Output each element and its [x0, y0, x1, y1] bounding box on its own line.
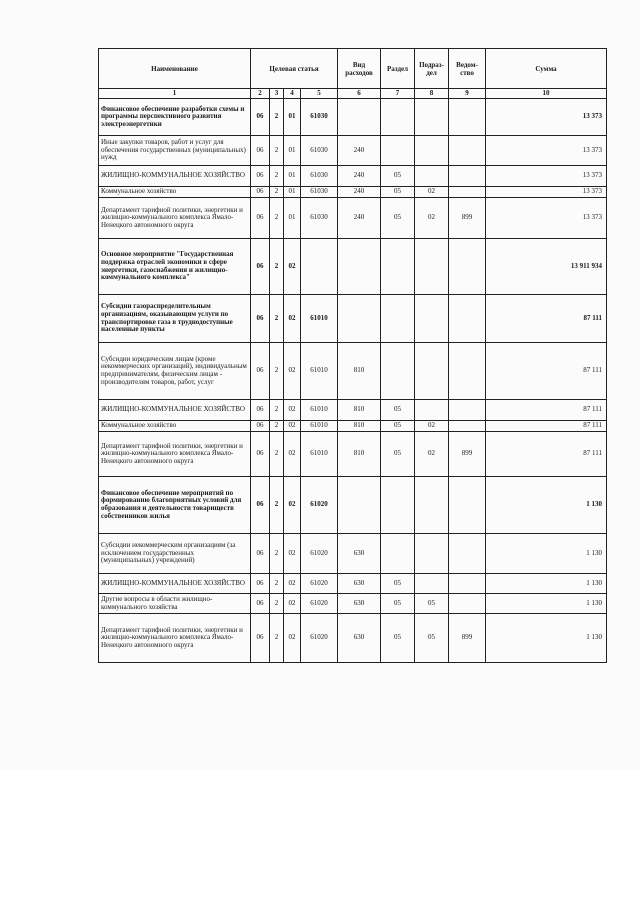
- section-cell: 05: [381, 187, 415, 198]
- code-program-cell: 2: [270, 99, 284, 136]
- header-name: Наименование: [99, 49, 251, 89]
- department-code-cell: [449, 400, 486, 421]
- department-code-cell: 899: [449, 432, 486, 477]
- row-name-cell: Субсидии некоммерческим организациям (за исключением государственных (муниципальных) учреждений): [99, 534, 251, 574]
- expense-type-cell: 810: [338, 343, 381, 400]
- row-name-cell: Департамент тарифной политики, энергетики и жилищно-коммунального комплекса Ямало-Ненецкого автономного округа: [99, 432, 251, 477]
- header-summa: Сумма: [486, 49, 607, 89]
- code-section-cell: 06: [251, 574, 270, 594]
- code-subprogram-cell: 02: [284, 477, 301, 534]
- header-row: [99, 49, 607, 89]
- department-code-cell: [449, 166, 486, 187]
- row-name-cell: Коммунальное хозяйство: [99, 421, 251, 432]
- expense-type-cell: 630: [338, 534, 381, 574]
- code-direction-cell: 61030: [301, 187, 338, 198]
- section-cell: 05: [381, 421, 415, 432]
- department-code-cell: 899: [449, 198, 486, 239]
- code-section-cell: 06: [251, 343, 270, 400]
- row-name-cell: Финансовое обеспечение мероприятий по формированию благоприятных условий для образования и деятельности товариществ собственников жилья: [99, 477, 251, 534]
- amount-cell: 13 373: [486, 166, 607, 187]
- code-section-cell: 06: [251, 534, 270, 574]
- department-code-cell: [449, 574, 486, 594]
- code-section-cell: 06: [251, 239, 270, 295]
- col-number: 5: [301, 89, 338, 99]
- department-code-cell: [449, 99, 486, 136]
- department-code-cell: [449, 136, 486, 166]
- code-subprogram-cell: 01: [284, 198, 301, 239]
- section-cell: 05: [381, 166, 415, 187]
- column-number-row: [99, 89, 607, 99]
- row-name-cell: Департамент тарифной политики, энергетики и жилищно-коммунального комплекса Ямало-Ненецкого автономного округа: [99, 614, 251, 663]
- table-row: [99, 239, 607, 295]
- col-number: 1: [99, 89, 251, 99]
- subsection-cell: [415, 239, 449, 295]
- amount-cell: 1 130: [486, 574, 607, 594]
- col-number: 9: [449, 89, 486, 99]
- code-subprogram-cell: 02: [284, 239, 301, 295]
- amount-cell: 13 373: [486, 187, 607, 198]
- expense-type-cell: [338, 295, 381, 343]
- code-section-cell: 06: [251, 166, 270, 187]
- table-row: [99, 614, 607, 663]
- header-vid: Вид расходов: [338, 49, 381, 89]
- code-section-cell: 06: [251, 295, 270, 343]
- expense-type-cell: 810: [338, 432, 381, 477]
- code-direction-cell: 61030: [301, 166, 338, 187]
- department-code-cell: [449, 239, 486, 295]
- section-cell: [381, 343, 415, 400]
- table-row: [99, 534, 607, 574]
- table-row: [99, 187, 607, 198]
- code-program-cell: 2: [270, 343, 284, 400]
- code-section-cell: 06: [251, 187, 270, 198]
- table-body: [99, 99, 607, 663]
- amount-cell: 87 111: [486, 295, 607, 343]
- col-number: 4: [284, 89, 301, 99]
- col-number: 8: [415, 89, 449, 99]
- row-name-cell: ЖИЛИЩНО-КОММУНАЛЬНОЕ ХОЗЯЙСТВО: [99, 400, 251, 421]
- code-subprogram-cell: 02: [284, 574, 301, 594]
- subsection-cell: [415, 400, 449, 421]
- section-cell: 05: [381, 574, 415, 594]
- department-code-cell: [449, 343, 486, 400]
- section-cell: 05: [381, 400, 415, 421]
- table-row: [99, 594, 607, 614]
- code-subprogram-cell: 02: [284, 614, 301, 663]
- section-cell: [381, 99, 415, 136]
- code-subprogram-cell: 01: [284, 136, 301, 166]
- amount-cell: 1 130: [486, 477, 607, 534]
- code-program-cell: 2: [270, 295, 284, 343]
- code-direction-cell: 61030: [301, 198, 338, 239]
- subsection-cell: 02: [415, 432, 449, 477]
- row-name-cell: Коммунальное хозяйство: [99, 187, 251, 198]
- code-subprogram-cell: 02: [284, 421, 301, 432]
- subsection-cell: 02: [415, 187, 449, 198]
- table-row: [99, 400, 607, 421]
- expense-type-cell: 810: [338, 400, 381, 421]
- section-cell: [381, 534, 415, 574]
- code-program-cell: 2: [270, 239, 284, 295]
- col-number: 3: [270, 89, 284, 99]
- code-program-cell: 2: [270, 574, 284, 594]
- code-subprogram-cell: 01: [284, 187, 301, 198]
- amount-cell: 1 130: [486, 594, 607, 614]
- section-cell: 05: [381, 594, 415, 614]
- code-program-cell: 2: [270, 614, 284, 663]
- code-subprogram-cell: 02: [284, 432, 301, 477]
- expense-type-cell: [338, 99, 381, 136]
- code-direction-cell: 61020: [301, 614, 338, 663]
- amount-cell: 13 373: [486, 99, 607, 136]
- subsection-cell: 05: [415, 614, 449, 663]
- code-section-cell: 06: [251, 594, 270, 614]
- code-direction-cell: 61020: [301, 594, 338, 614]
- header-podrazdel: Подраз-дел: [415, 49, 449, 89]
- department-code-cell: [449, 534, 486, 574]
- subsection-cell: 02: [415, 198, 449, 239]
- row-name-cell: Иные закупки товаров, работ и услуг для обеспечения государственных (муниципальных) нужд: [99, 136, 251, 166]
- row-name-cell: Основное мероприятие "Государственная поддержка отраслей экономики в сфере энергетики, газоснабжения и жилищно-коммунального комплекса": [99, 239, 251, 295]
- section-cell: [381, 295, 415, 343]
- code-direction-cell: 61010: [301, 295, 338, 343]
- table-row: [99, 136, 607, 166]
- code-subprogram-cell: 01: [284, 99, 301, 136]
- amount-cell: 13 373: [486, 136, 607, 166]
- expense-type-cell: 630: [338, 574, 381, 594]
- code-section-cell: 06: [251, 198, 270, 239]
- code-program-cell: 2: [270, 187, 284, 198]
- code-direction-cell: 61020: [301, 574, 338, 594]
- section-cell: 05: [381, 432, 415, 477]
- department-code-cell: [449, 594, 486, 614]
- row-name-cell: Субсидии газораспределительным организациям, оказывающим услуги по транспортировке газа в труднодоступные населенные пункты: [99, 295, 251, 343]
- subsection-cell: [415, 136, 449, 166]
- code-section-cell: 06: [251, 99, 270, 136]
- code-direction-cell: 61010: [301, 343, 338, 400]
- subsection-cell: 05: [415, 594, 449, 614]
- code-direction-cell: 61020: [301, 534, 338, 574]
- amount-cell: 87 111: [486, 432, 607, 477]
- budget-table: [98, 48, 607, 663]
- code-section-cell: 06: [251, 421, 270, 432]
- expense-type-cell: 630: [338, 614, 381, 663]
- code-program-cell: 2: [270, 136, 284, 166]
- expense-type-cell: 240: [338, 198, 381, 239]
- code-subprogram-cell: 02: [284, 343, 301, 400]
- col-number: 7: [381, 89, 415, 99]
- code-subprogram-cell: 02: [284, 534, 301, 574]
- section-cell: [381, 477, 415, 534]
- expense-type-cell: [338, 239, 381, 295]
- expense-type-cell: 240: [338, 187, 381, 198]
- subsection-cell: [415, 295, 449, 343]
- row-name-cell: Другие вопросы в области жилищно-коммунального хозяйства: [99, 594, 251, 614]
- code-program-cell: 2: [270, 534, 284, 574]
- section-cell: [381, 136, 415, 166]
- department-code-cell: [449, 187, 486, 198]
- col-number: 2: [251, 89, 270, 99]
- row-name-cell: Финансовое обеспечение разработки схемы и программы перспективного развития электроэнергетики: [99, 99, 251, 136]
- code-section-cell: 06: [251, 432, 270, 477]
- subsection-cell: [415, 166, 449, 187]
- code-subprogram-cell: 02: [284, 594, 301, 614]
- code-subprogram-cell: 02: [284, 400, 301, 421]
- code-program-cell: 2: [270, 166, 284, 187]
- amount-cell: 87 111: [486, 400, 607, 421]
- code-program-cell: 2: [270, 594, 284, 614]
- department-code-cell: 899: [449, 614, 486, 663]
- code-program-cell: 2: [270, 421, 284, 432]
- department-code-cell: [449, 295, 486, 343]
- table-row: [99, 99, 607, 136]
- table-row: [99, 295, 607, 343]
- table-row: [99, 432, 607, 477]
- row-name-cell: Департамент тарифной политики, энергетики и жилищно-коммунального комплекса Ямало-Ненецкого автономного округа: [99, 198, 251, 239]
- department-code-cell: [449, 477, 486, 534]
- table-row: [99, 166, 607, 187]
- col-number: 6: [338, 89, 381, 99]
- amount-cell: 87 111: [486, 421, 607, 432]
- amount-cell: 1 130: [486, 614, 607, 663]
- code-subprogram-cell: 02: [284, 295, 301, 343]
- code-program-cell: 2: [270, 198, 284, 239]
- subsection-cell: [415, 477, 449, 534]
- subsection-cell: [415, 574, 449, 594]
- code-direction-cell: 61030: [301, 136, 338, 166]
- code-section-cell: 06: [251, 614, 270, 663]
- expense-type-cell: [338, 477, 381, 534]
- col-number: 10: [486, 89, 607, 99]
- code-direction-cell: 61010: [301, 421, 338, 432]
- code-section-cell: 06: [251, 400, 270, 421]
- code-program-cell: 2: [270, 432, 284, 477]
- code-direction-cell: 61010: [301, 400, 338, 421]
- section-cell: 05: [381, 198, 415, 239]
- amount-cell: 87 111: [486, 343, 607, 400]
- subsection-cell: [415, 534, 449, 574]
- section-cell: [381, 239, 415, 295]
- amount-cell: 1 130: [486, 534, 607, 574]
- subsection-cell: [415, 99, 449, 136]
- code-direction-cell: 61010: [301, 432, 338, 477]
- expense-type-cell: 240: [338, 136, 381, 166]
- expense-type-cell: 810: [338, 421, 381, 432]
- section-cell: 05: [381, 614, 415, 663]
- table-row: [99, 477, 607, 534]
- table-row: [99, 343, 607, 400]
- subsection-cell: [415, 343, 449, 400]
- expense-type-cell: 630: [338, 594, 381, 614]
- subsection-cell: 02: [415, 421, 449, 432]
- table-row: [99, 421, 607, 432]
- row-name-cell: Субсидии юридическим лицам (кроме некоммерческих организаций), индивидуальным предпринимателям, физическим лицам - производителям товаров, работ, услуг: [99, 343, 251, 400]
- header-vedomstvo: Ведом-ство: [449, 49, 486, 89]
- amount-cell: 13 373: [486, 198, 607, 239]
- table-row: [99, 198, 607, 239]
- code-section-cell: 06: [251, 477, 270, 534]
- expense-type-cell: 240: [338, 166, 381, 187]
- code-program-cell: 2: [270, 400, 284, 421]
- table-row: [99, 574, 607, 594]
- header-target: Целевая статья: [251, 49, 338, 89]
- code-direction-cell: [301, 239, 338, 295]
- code-direction-cell: 61020: [301, 477, 338, 534]
- row-name-cell: ЖИЛИЩНО-КОММУНАЛЬНОЕ ХОЗЯЙСТВО: [99, 166, 251, 187]
- code-program-cell: 2: [270, 477, 284, 534]
- code-subprogram-cell: 01: [284, 166, 301, 187]
- amount-cell: 13 911 934: [486, 239, 607, 295]
- department-code-cell: [449, 421, 486, 432]
- code-section-cell: 06: [251, 136, 270, 166]
- code-direction-cell: 61030: [301, 99, 338, 136]
- row-name-cell: ЖИЛИЩНО-КОММУНАЛЬНОЕ ХОЗЯЙСТВО: [99, 574, 251, 594]
- header-razdel: Раздел: [381, 49, 415, 89]
